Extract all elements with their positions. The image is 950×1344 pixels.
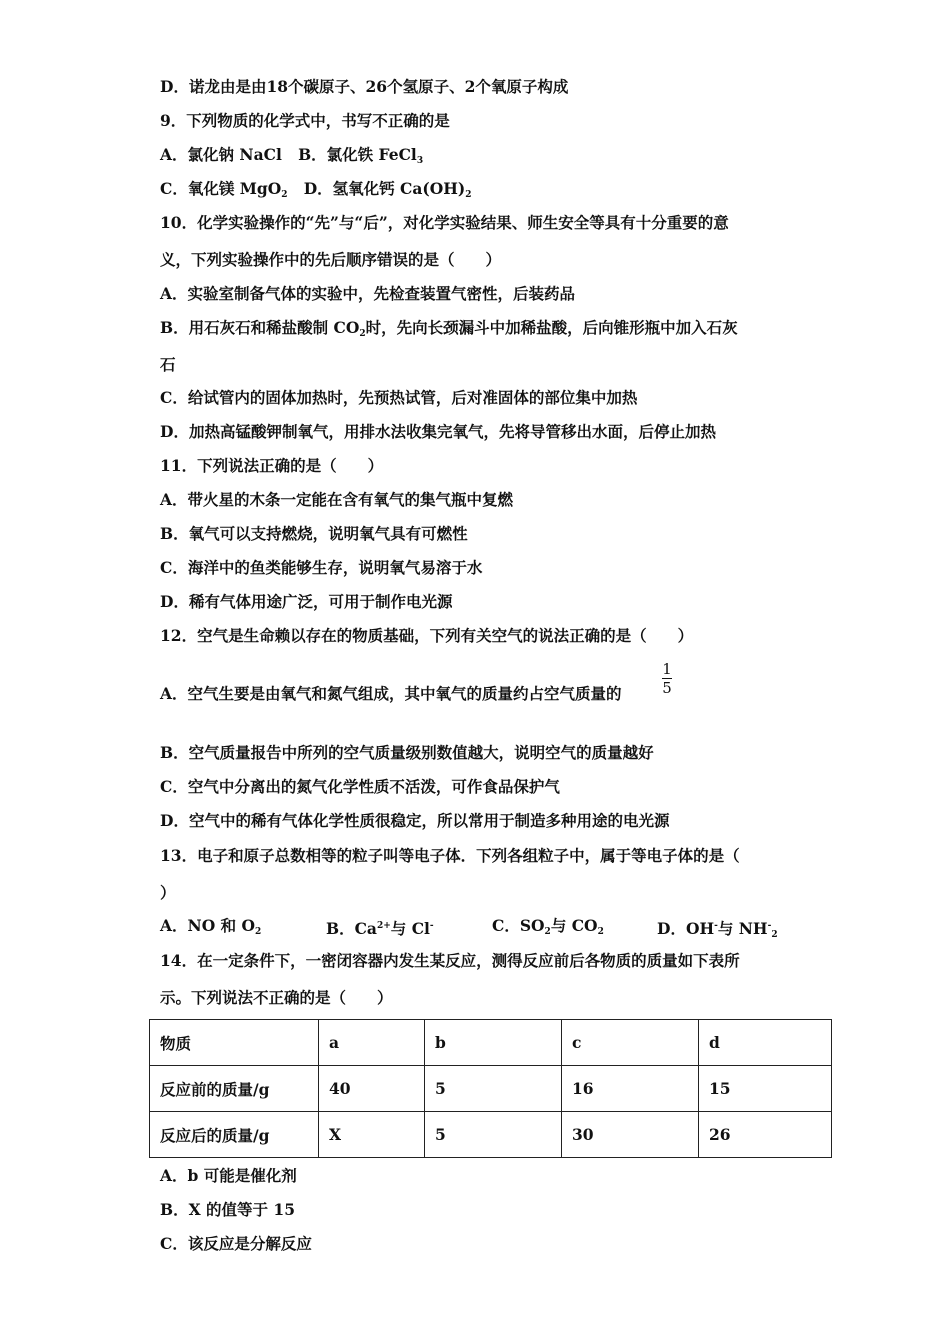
table-cell: 反应后的质量/g <box>150 1112 319 1158</box>
q12-stem: 12．空气是生命赖以存在的物质基础，下列有关空气的说法正确的是（ ） <box>160 626 694 645</box>
table-cell: 30 <box>562 1112 699 1158</box>
q13-option-d: D．OH-与 $NH^-_2$ <box>657 919 778 940</box>
q9-option-a: A．氯化钠 NaCl <box>160 145 282 164</box>
q13-option-c: C．$SO_2$与 $CO_2$ <box>492 916 604 937</box>
q12-fraction <box>662 660 672 697</box>
table-header-row <box>150 1020 832 1066</box>
q10-option-b-line2: 石 <box>160 355 176 374</box>
q9-options-cd: C．氧化镁 MgO$_2$ D．氢氧化钙 $Ca(OH)_2$ <box>160 179 472 200</box>
table-cell: 40 <box>319 1066 425 1112</box>
q14-stem-line1: 14．在一定条件下，一密闭容器内发生某反应，测得反应前后各物质的质量如下表所 <box>160 951 740 970</box>
q10-option-b: B．用石灰石和稀盐酸制 $CO_2$时，先向长颈漏斗中加稀盐酸，后向锥形瓶中加入石灰 <box>160 318 738 339</box>
q10-option-a: A．实验室制备气体的实验中，先检查装置气密性，后装药品 <box>160 284 576 303</box>
q11-stem: 11．下列说法正确的是（ ） <box>160 456 384 475</box>
q12-option-b: B．空气质量报告中所列的空气质量级别数值越大，说明空气的质量越好 <box>160 743 654 762</box>
q9-option-c: C．氧化镁 MgO <box>160 179 282 198</box>
q11-option-c: C．海洋中的鱼类能够生存，说明氧气易溶于水 <box>160 558 483 577</box>
q13-option-a: A．NO 和 $O_2$ <box>160 916 262 937</box>
table-cell: 5 <box>425 1112 562 1158</box>
q14-option-a: A．b 可能是催化剂 <box>160 1166 297 1185</box>
q14-option-b: B．X 的值等于 15 <box>160 1200 295 1219</box>
q11-option-d: D．稀有气体用途广泛，可用于制作电光源 <box>160 592 453 611</box>
q11-option-a: A．带火星的木条一定能在含有氧气的集气瓶中复燃 <box>160 490 514 509</box>
table-cell: 16 <box>562 1066 699 1112</box>
q10-stem-line2: 义，下列实验操作中的先后顺序错误的是（ ） <box>160 250 502 269</box>
table-cell: 反应前的质量/g <box>150 1066 319 1112</box>
q13-stem-line2: ） <box>160 883 176 902</box>
q9-options-ab: A．氯化钠 NaCl B．氯化铁 FeCl$_3$ <box>160 145 424 166</box>
table-cell: d <box>699 1020 832 1066</box>
q11-option-b: B．氧气可以支持燃烧，说明氧气具有可燃性 <box>160 524 468 543</box>
table-cell: a <box>319 1020 425 1066</box>
q10-stem-line1: 10．化学实验操作的“先”与“后”，对化学实验结果、师生安全等具有十分重要的意 <box>160 213 729 232</box>
q8-option-d: D．诺龙由是由18个碳原子、26个氢原子、2个氧原子构成 <box>160 77 569 96</box>
mass-table <box>149 1019 832 1158</box>
table-cell: 物质 <box>150 1020 319 1066</box>
q12-option-c: C．空气中分离出的氮气化学性质不活泼，可作食品保护气 <box>160 777 560 796</box>
q14-stem-line2: 示。下列说法不正确的是（ ） <box>160 988 393 1007</box>
table-row <box>150 1112 832 1158</box>
q13-stem-line1: 13．电子和原子总数相等的粒子叫等电子体．下列各组粒子中，属于等电子体的是（ <box>160 846 740 865</box>
table-row <box>150 1066 832 1112</box>
table-cell: 5 <box>425 1066 562 1112</box>
table-cell: X <box>319 1112 425 1158</box>
q12-option-a: A．空气生要是由氧气和氮气组成，其中氧气的质量约占空气质量的 <box>160 684 622 703</box>
q9-option-d: D．氢氧化钙 Ca(OH) <box>303 179 466 198</box>
fraction-numerator: 1 <box>662 660 672 678</box>
table-cell: b <box>425 1020 562 1066</box>
table-cell: c <box>562 1020 699 1066</box>
fraction-denominator: 5 <box>662 679 672 697</box>
q9-option-b: B．氯化铁 FeCl <box>298 145 417 164</box>
q9-stem: 9．下列物质的化学式中，书写不正确的是 <box>160 111 450 130</box>
q12-option-d: D．空气中的稀有气体化学性质很稳定，所以常用于制造多种用途的电光源 <box>160 811 670 830</box>
q10-option-c: C．给试管内的固体加热时，先预热试管，后对准固体的部位集中加热 <box>160 388 638 407</box>
table-cell: 26 <box>699 1112 832 1158</box>
q13-option-b: B．$Ca^{2+}$与 Cl- <box>326 919 434 938</box>
q10-option-d: D．加热高锰酸钾制氧气，用排水法收集完氧气，先将导管移出水面，后停止加热 <box>160 422 716 441</box>
table-cell: 15 <box>699 1066 832 1112</box>
q14-option-c: C．该反应是分解反应 <box>160 1234 312 1253</box>
